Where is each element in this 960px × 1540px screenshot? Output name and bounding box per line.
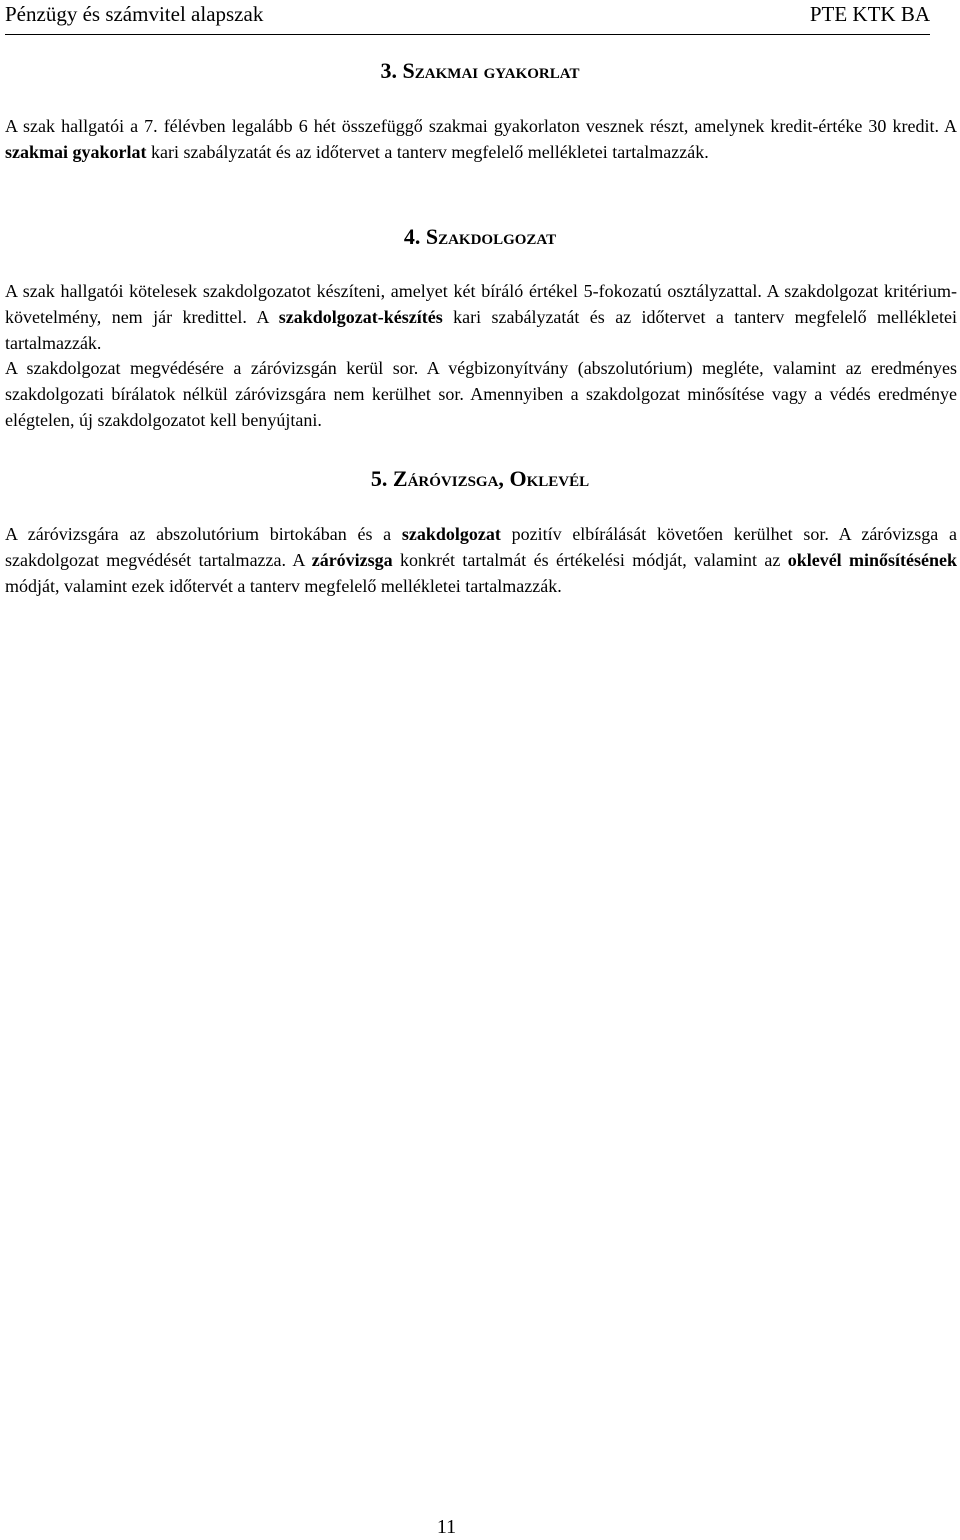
header-course-title: Pénzügy és számvitel alapszak bbox=[5, 2, 264, 26]
section-heading-szakdolgozat: 4. Szakdolgozat bbox=[403, 224, 557, 249]
paragraph-szakdolgozat-1: A szak hallgatói kötelesek szakdolgozatot készíteni, amelyet két bíráló értékel 5-fokozatú osztályzattal. A szakdolgozat kritérium-követelmény, nem jár kredittel. A szakdolgozat-készítés kari szabályzatát és az időtervet a tanterv megfelelő mellékletei tartalmazzák. bbox=[5, 281, 957, 353]
section-heading-zarovizsga-oklevel: 5. Záróvizsga, Oklevél bbox=[370, 466, 590, 491]
paragraph-zarovizsga: A záróvizsgára az abszolutórium birtokában és a szakdolgozat pozitív elbírálását követően kerülhet sor. A záróvizsga a szakdolgozat megvédését tartalmazza. A záróvizsga konkrét tartalmát és értékelési módját, valamint az oklevél minősítésének módját, valamint ezek időtervét a tanterv megfelelő mellékletei tartalmazzák. bbox=[5, 524, 958, 596]
paragraph-szakdolgozat-2: A szakdolgozat megvédésére a záróvizsgán kerül sor. A végbizonyítvány (abszolutórium) megléte, valamint az eredményes szakdolgozati bírálatok nélkül záróvizsgára nem kerülhet sor. Amennyiben a szakdolgozat minősítése vagy a védés eredménye elégtelen, új szakdolgozatot kell benyújtani. bbox=[5, 358, 957, 430]
page-number: 11 bbox=[436, 1516, 457, 1538]
section-heading-szakmai-gyakorlat: 3. Szakmai gyakorlat bbox=[380, 58, 580, 83]
paragraph-szakmai-gyakorlat: A szak hallgatói a 7. félévben legalább 6 hét összefüggő szakmai gyakorlaton vesznek részt, amelynek kredit-értéke 30 kredit. A szakmai gyakorlat kari szabályzatát és az időtervet a tanterv megfelelő mellékletei tartalmazzák. bbox=[5, 116, 957, 162]
header-institution: PTE KTK BA bbox=[809, 2, 930, 26]
page-header bbox=[5, 0, 930, 35]
